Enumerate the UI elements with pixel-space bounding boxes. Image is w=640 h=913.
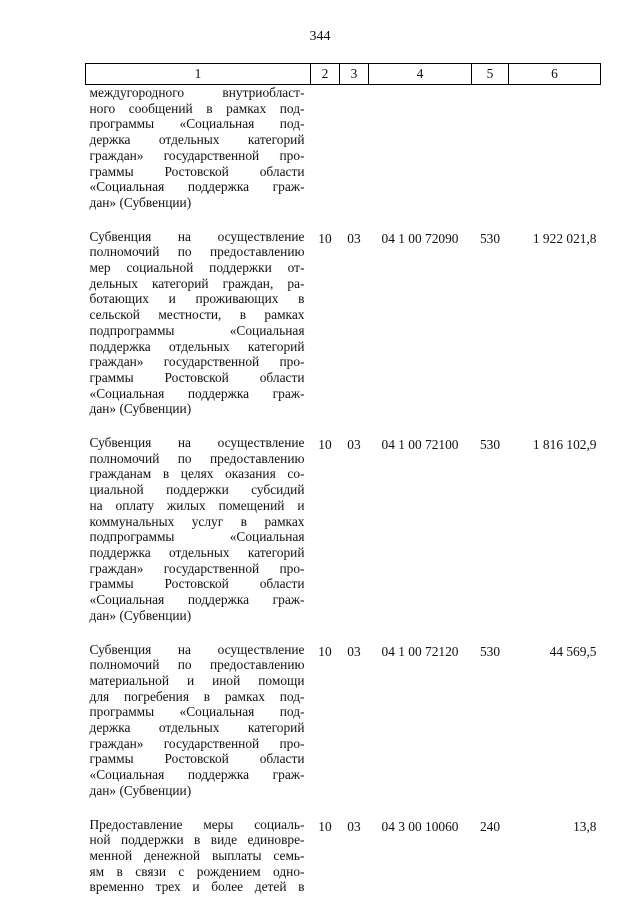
table-row: [86, 435, 601, 641]
budget-table: [85, 63, 601, 913]
expense-type-code: [472, 85, 509, 229]
amount: 1 816 102,9: [532, 437, 597, 453]
expense-type-code: 530: [479, 437, 501, 453]
subsection-code: 03: [347, 230, 361, 246]
table-row: [86, 817, 601, 913]
description-line: граммы Ростовской области: [89, 369, 305, 385]
description-line: поддержка отдельных категорий: [89, 544, 305, 560]
description-line: «Социальная поддержка граж-: [89, 179, 305, 195]
description-line: сельской местности, в рамках: [89, 307, 305, 323]
description-line: ной поддержки в виде единовре-: [89, 832, 305, 848]
column-header: 1: [86, 64, 311, 85]
amount: [509, 85, 601, 229]
description-line: полномочий по предоставлению: [89, 450, 305, 466]
section-code: 10: [318, 230, 332, 246]
description-line: подпрограммы «Социальная: [89, 529, 305, 545]
target-article-code: [369, 85, 472, 229]
description-line: граждан» государственной про-: [89, 354, 305, 370]
amount: 13,8: [573, 818, 597, 834]
subsection-code: [340, 85, 369, 229]
description-line: Субвенция на осуществление: [89, 228, 305, 244]
description-line: программы «Социальная под-: [89, 116, 305, 132]
description-line: «Социальная поддержка граж-: [89, 385, 305, 401]
page-number: 344: [309, 29, 331, 44]
description-line: дан» (Субвенции): [89, 401, 192, 417]
description-line: граммы Ростовской области: [89, 576, 305, 592]
description-line: для погребения в рамках под-: [89, 688, 305, 704]
table-row: [86, 642, 601, 817]
description-line: коммунальных услуг в рамках: [89, 513, 305, 529]
description-line: граждан» государственной про-: [89, 560, 305, 576]
description-line: ного сообщений в рамках под-: [89, 100, 305, 116]
expense-type-code: 530: [479, 230, 501, 246]
description-line: гражданам в целях оказания со-: [89, 466, 305, 482]
target-article-code: 04 3 00 10060: [381, 818, 459, 834]
description-line: подпрограммы «Социальная: [89, 322, 305, 338]
expense-type-code: 530: [479, 643, 501, 659]
description-line: полномочий по предоставлению: [89, 657, 305, 673]
row-description: [86, 642, 311, 817]
description-line: дан» (Субвенции): [89, 607, 192, 623]
description-line: Предоставление меры социаль-: [89, 816, 305, 832]
description-line: граждан» государственной про-: [89, 735, 305, 751]
description-line: держка отдельных категорий: [89, 132, 305, 148]
description-line: полномочий по предоставлению: [89, 244, 305, 260]
amount: 1 922 021,8: [532, 230, 597, 246]
section-code: 10: [318, 437, 332, 453]
description-line: на оплату жилых помещений и: [89, 497, 305, 513]
description-line: дан» (Субвенции): [89, 782, 192, 798]
column-header: 6: [509, 64, 601, 85]
table-row: [86, 85, 601, 229]
description-line: держка отдельных категорий: [89, 720, 305, 736]
description-line: мер социальной поддержки от-: [89, 260, 305, 276]
amount: 44 569,5: [549, 643, 597, 659]
row-description: [86, 229, 311, 435]
description-line: поддержка отдельных категорий: [89, 338, 305, 354]
description-line: Субвенция на осуществление: [89, 641, 305, 657]
description-line: ям в связи с рождением одно-: [89, 863, 305, 879]
table-row: [86, 229, 601, 435]
description-line: междугородного внутриобласт-: [89, 85, 305, 100]
subsection-code: 03: [347, 818, 361, 834]
description-line: «Социальная поддержка граж-: [89, 767, 305, 783]
description-line: Субвенция на осуществление: [89, 435, 305, 451]
column-header: 2: [311, 64, 340, 85]
column-header: 5: [472, 64, 509, 85]
subsection-code: 03: [347, 437, 361, 453]
description-line: программы «Социальная под-: [89, 704, 305, 720]
section-code: 10: [318, 643, 332, 659]
row-description: [86, 817, 311, 913]
target-article-code: 04 1 00 72120: [381, 643, 459, 659]
description-line: «Социальная поддержка граж-: [89, 592, 305, 608]
column-header: 3: [340, 64, 369, 85]
expense-type-code: 240: [479, 818, 501, 834]
description-line: граммы Ростовской области: [89, 163, 305, 179]
target-article-code: 04 1 00 72090: [381, 230, 459, 246]
description-line: граждан» государственной про-: [89, 147, 305, 163]
description-line: временно трех и более детей в: [89, 879, 305, 895]
description-line: материальной и иной помощи: [89, 672, 305, 688]
row-description: [86, 435, 311, 641]
subsection-code: 03: [347, 643, 361, 659]
description-line: менной денежной выплаты семь-: [89, 847, 305, 863]
header-row: [86, 64, 601, 85]
description-line: дан» (Субвенции): [89, 194, 192, 210]
description-line: граммы Ростовской области: [89, 751, 305, 767]
description-line: дельных категорий граждан, ра-: [89, 275, 305, 291]
section-code: 10: [318, 818, 332, 834]
section-code: [311, 85, 340, 229]
description-line: ботающих и проживающих в: [89, 291, 305, 307]
row-description: [86, 85, 311, 229]
target-article-code: 04 1 00 72100: [381, 437, 459, 453]
description-line: циальной поддержки субсидий: [89, 482, 305, 498]
column-header: 4: [369, 64, 472, 85]
